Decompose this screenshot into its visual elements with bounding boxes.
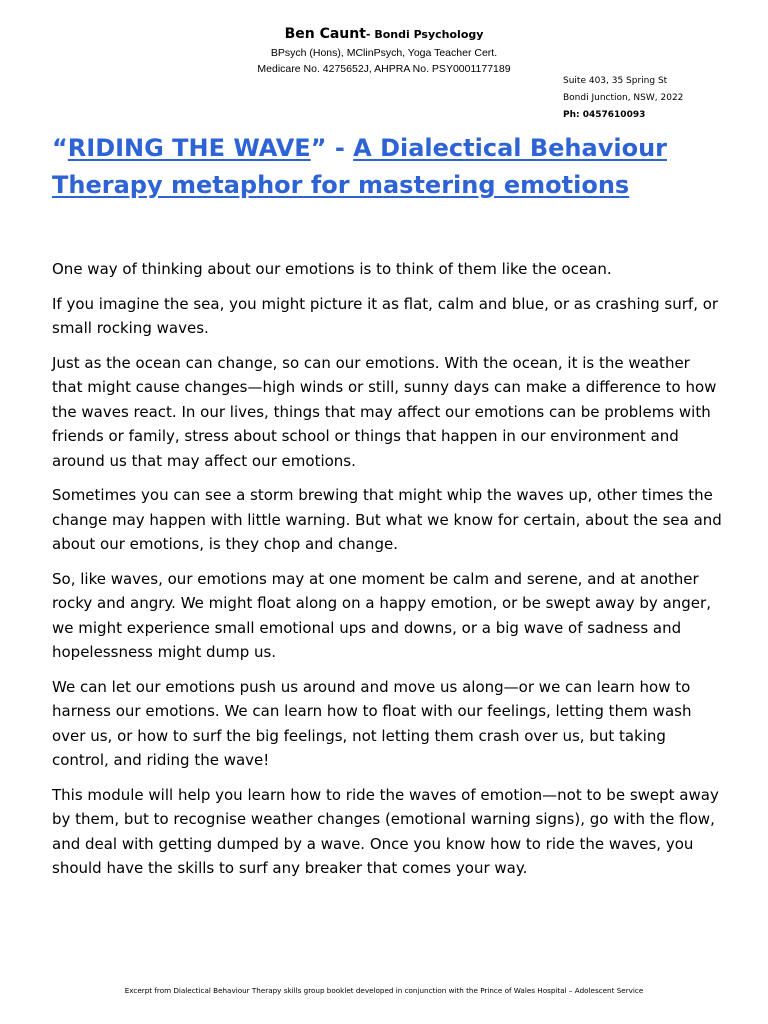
address-block [563,73,683,124]
address-line-1: Suite 403, 35 Spring St [563,76,668,86]
qualifications: BPsych (Hons), MClinPsych, Yoga Teacher Cert. [270,47,498,59]
title-open-quote: “ [52,134,68,162]
title-link-riding-the-wave[interactable]: RIDING THE WAVE [67,134,311,162]
page-title [52,130,742,204]
title-link-dbt-line1[interactable]: A Dialectical Behaviour [353,134,667,162]
phone-number: Ph: 0457610093 [563,110,646,120]
body-text [52,257,722,891]
practitioner-name: Ben Caunt [284,26,366,42]
address-line-2: Bondi Junction, NSW, 2022 [563,93,684,103]
title-close-quote: ” - [310,134,354,162]
practitioner-line [0,24,768,45]
footer-note: Excerpt from Dialectical Behaviour Therapy skills group booklet developed in conjunction with the Prince of Wales Hospital – Adolescent Service [124,986,644,995]
title-link-dbt-line2[interactable]: Therapy metaphor for mastering emotions [52,171,630,199]
paragraph-4: Sometimes you can see a storm brewing that might whip the waves up, other times the change may happen with little warning. But what we know for certain, about the sea and about our emotions, is they chop and change. [52,486,722,553]
registration-numbers: Medicare No. 4275652J, AHPRA No. PSY0001177189 [257,63,511,75]
paragraph-7: This module will help you learn how to ride the waves of emotion—not to be swept away by them, but to recognise weather changes (emotional warning signs), go with the flow, and deal with getting dumped by a wave. Once you know how to ride the waves, you should have the skills to surf any breaker that comes your way. [52,785,719,877]
paragraph-3: Just as the ocean can change, so can our emotions. With the ocean, it is the weather that might cause changes—high winds or still, sunny days can make a difference to how the waves react. In our lives, things that may affect our emotions can be problems with friends or family, stress about school or things that happen in our environment and around us that may affect our emotions. [52,353,717,470]
paragraph-5: So, like waves, our emotions may at one moment be calm and serene, and at another rocky and angry. We might float along on a happy emotion, or be swept away by anger, we might experience small emotional ups and downs, or a big wave of sadness and hopelessness might dump us. [52,569,711,661]
paragraph-2: If you imagine the sea, you might picture it as flat, calm and blue, or as crashing surf, or small rocking waves. [52,294,719,337]
letterhead [0,24,768,77]
paragraph-1: One way of thinking about our emotions is to think of them like the ocean. [52,260,612,278]
paragraph-6: We can let our emotions push us around and move us along—or we can learn how to harness our emotions. We can learn how to float with our feelings, letting them wash over us, or how to surf the big feelings, not letting them crash over us, but taking control, and riding the wave! [52,677,692,769]
practice-name: - Bondi Psychology [365,28,484,41]
